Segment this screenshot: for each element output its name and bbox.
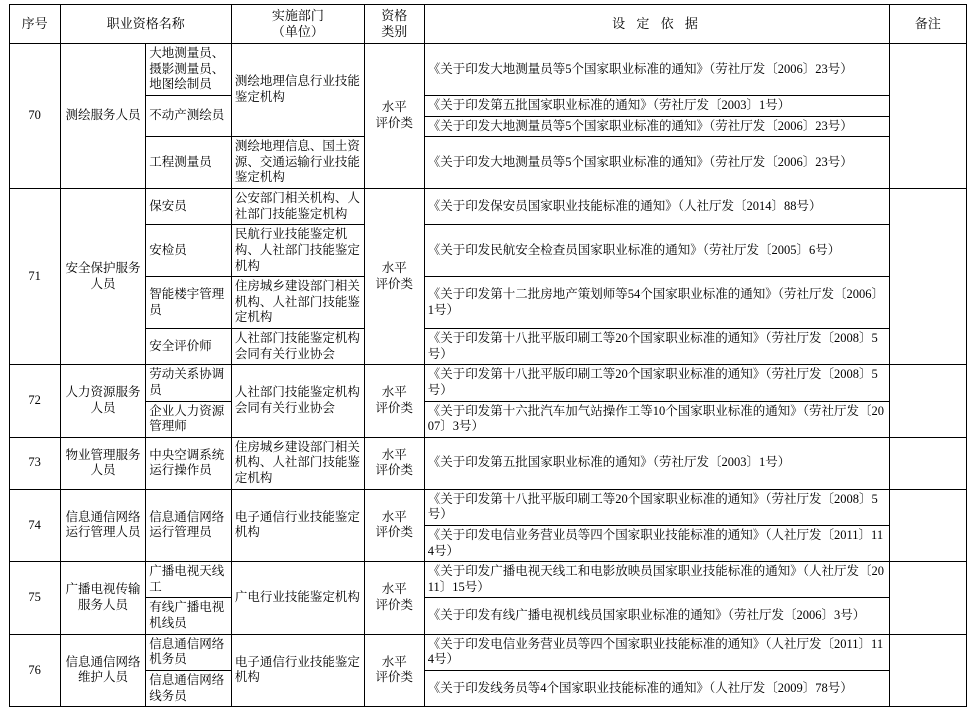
cell-seq: 72 [9, 365, 60, 438]
cell-sub-occupation-name: 工程测量员 [146, 137, 232, 189]
cell-seq: 75 [9, 562, 60, 635]
cell-basis: 《关于印发有线广播电视机线员国家职业标准的通知》（劳社厅发〔2006〕3号） [424, 598, 889, 634]
occupational-qualification-table [9, 4, 967, 707]
cell-occupation-name: 测绘服务人员 [60, 44, 146, 189]
cell-sub-occupation-name: 保安员 [146, 189, 232, 225]
cell-category-line: 评价类 [375, 116, 414, 130]
cell-sub-occupation-name: 安检员 [146, 225, 232, 277]
cell-category-line: 评价类 [375, 463, 414, 478]
table-row [9, 365, 966, 401]
cell-category [364, 365, 424, 438]
cell-category-line: 评价类 [375, 525, 414, 540]
cell-basis: 《关于印发广播电视天线工和电影放映员国家职业技能标准的通知》（人社厅发〔2011〕15号） [424, 562, 889, 598]
cell-seq: 73 [9, 437, 60, 489]
column-header-department-line2: （单位） [271, 24, 324, 39]
cell-category-line: 水平 [381, 447, 407, 462]
cell-remark [890, 634, 966, 707]
cell-basis: 《关于印发第十二批房地产策划师等54个国家职业标准的通知》（劳社厅发〔2006〕1号） [424, 277, 889, 329]
cell-basis: 《关于印发大地测量员等5个国家职业标准的通知》（劳社厅发〔2006〕23号） [424, 137, 889, 189]
cell-occupation-name: 物业管理服务人员 [60, 437, 146, 489]
cell-department: 测绘地理信息行业技能鉴定机构 [231, 44, 364, 137]
cell-basis: 《关于印发第十八批平版印刷工等20个国家职业标准的通知》（劳社厅发〔2008〕5号） [424, 329, 889, 365]
cell-basis: 《关于印发大地测量员等5个国家职业标准的通知》（劳社厅发〔2006〕23号） [424, 116, 889, 137]
cell-category [364, 437, 424, 489]
cell-sub-occupation-name: 信息通信网络线务员 [146, 670, 232, 706]
cell-sub-occupation-name: 企业人力资源管理师 [146, 401, 232, 437]
column-header-name: 职业资格名称 [60, 5, 231, 44]
cell-department: 公安部门相关机构、人社部门技能鉴定机构 [231, 189, 364, 225]
cell-category-line: 水平 [381, 654, 407, 669]
table-row [9, 634, 966, 670]
cell-sub-occupation-name: 中央空调系统运行操作员 [146, 437, 232, 489]
cell-sub-occupation-name: 不动产测绘员 [146, 95, 232, 136]
cell-remark [890, 437, 966, 489]
table-row [9, 95, 966, 116]
table-body [9, 44, 966, 707]
cell-occupation-name: 广播电视传输服务人员 [60, 562, 146, 635]
cell-sub-occupation-name: 有线广播电视机线员 [146, 598, 232, 634]
cell-category-line: 评价类 [375, 597, 414, 612]
cell-department: 电子通信行业技能鉴定机构 [231, 489, 364, 562]
cell-seq: 74 [9, 489, 60, 562]
table-row [9, 670, 966, 706]
cell-basis: 《关于印发第五批国家职业标准的通知》（劳社厅发〔2003〕1号） [424, 95, 889, 116]
cell-category [364, 562, 424, 635]
table-row [9, 225, 966, 277]
cell-sub-occupation-name: 信息通信网络运行管理员 [146, 489, 232, 562]
table-row [9, 562, 966, 598]
cell-basis: 《关于印发民航安全检查员国家职业标准的通知》（劳社厅发〔2005〕6号） [424, 225, 889, 277]
cell-remark [890, 562, 966, 635]
cell-department: 住房城乡建设部门相关机构、人社部门技能鉴定机构 [231, 277, 364, 329]
table-row [9, 489, 966, 525]
table-row [9, 277, 966, 329]
cell-basis: 《关于印发保安员国家职业技能标准的通知》（人社厅发〔2014〕88号） [424, 189, 889, 225]
cell-occupation-name: 信息通信网络运行管理人员 [60, 489, 146, 562]
table-row [9, 44, 966, 96]
cell-category [364, 489, 424, 562]
cell-basis: 《关于印发第十六批汽车加气站操作工等10个国家职业标准的通知》（劳社厅发〔2007〕3号） [424, 401, 889, 437]
table-row [9, 189, 966, 225]
cell-basis: 《关于印发第五批国家职业标准的通知》（劳社厅发〔2003〕1号） [424, 437, 889, 489]
cell-sub-occupation-name: 广播电视天线工 [146, 562, 232, 598]
column-header-seq: 序号 [9, 5, 60, 44]
cell-department: 人社部门技能鉴定机构会同有关行业协会 [231, 329, 364, 365]
cell-basis: 《关于印发大地测量员等5个国家职业标准的通知》（劳社厅发〔2006〕23号） [424, 44, 889, 96]
cell-remark [890, 189, 966, 365]
cell-basis: 《关于印发线务员等4个国家职业技能标准的通知》（人社厅发〔2009〕78号） [424, 670, 889, 706]
cell-sub-occupation-name: 大地测量员、摄影测量员、地图绘制员 [146, 44, 232, 96]
cell-remark [890, 489, 966, 562]
cell-basis: 《关于印发电信业务营业员等四个国家职业技能标准的通知》（人社厅发〔2011〕114号） [424, 525, 889, 561]
column-header-category [364, 5, 424, 44]
cell-basis: 《关于印发第十八批平版印刷工等20个国家职业标准的通知》（劳社厅发〔2008〕5号） [424, 365, 889, 401]
cell-basis: 《关于印发第十八批平版印刷工等20个国家职业标准的通知》（劳社厅发〔2008〕5号） [424, 489, 889, 525]
cell-department: 民航行业技能鉴定机构、人社部门技能鉴定机构 [231, 225, 364, 277]
cell-category [364, 44, 424, 189]
cell-sub-occupation-name: 智能楼宇管理员 [146, 277, 232, 329]
cell-category-line: 水平 [381, 261, 407, 275]
table-row [9, 598, 966, 634]
cell-remark [890, 365, 966, 438]
cell-department: 测绘地理信息、国土资源、交通运输行业技能鉴定机构 [231, 137, 364, 189]
cell-department: 电子通信行业技能鉴定机构 [231, 634, 364, 707]
cell-department: 人社部门技能鉴定机构会同有关行业协会 [231, 365, 364, 438]
column-header-department-line1: 实施部门 [271, 8, 324, 24]
cell-department: 广电行业技能鉴定机构 [231, 562, 364, 635]
column-header-remark: 备注 [890, 5, 966, 44]
cell-occupation-name: 信息通信网络维护人员 [60, 634, 146, 707]
column-header-department [231, 5, 364, 44]
cell-sub-occupation-name: 安全评价师 [146, 329, 232, 365]
table-row [9, 437, 966, 489]
cell-category-line: 水平 [381, 509, 407, 524]
cell-category-line: 水平 [381, 385, 407, 400]
table-header [9, 5, 966, 44]
column-header-basis-text: 设 定 依 据 [612, 15, 702, 31]
cell-category-line: 水平 [381, 100, 407, 115]
cell-category-line: 评价类 [375, 401, 414, 415]
column-header-basis [424, 5, 889, 44]
cell-department: 住房城乡建设部门相关机构、人社部门技能鉴定机构 [231, 437, 364, 489]
cell-sub-occupation-name: 信息通信网络机务员 [146, 634, 232, 670]
cell-category [364, 189, 424, 365]
cell-remark [890, 44, 966, 189]
header-row [9, 5, 966, 44]
cell-category [364, 634, 424, 707]
table-row [9, 401, 966, 437]
table-row [9, 329, 966, 365]
column-header-category-line1: 资格 [381, 8, 408, 24]
cell-basis: 《关于印发电信业务营业员等四个国家职业技能标准的通知》（人社厅发〔2011〕114号） [424, 634, 889, 670]
cell-occupation-name: 人力资源服务人员 [60, 365, 146, 438]
cell-category-line: 评价类 [375, 276, 414, 291]
column-header-category-line2: 类别 [381, 24, 408, 39]
cell-seq: 70 [9, 44, 60, 189]
cell-occupation-name: 安全保护服务人员 [60, 189, 146, 365]
cell-category-line: 水平 [381, 582, 407, 597]
cell-seq: 76 [9, 634, 60, 707]
cell-sub-occupation-name: 劳动关系协调员 [146, 365, 232, 401]
cell-seq: 71 [9, 189, 60, 365]
table-row [9, 137, 966, 189]
cell-category-line: 评价类 [375, 670, 414, 685]
